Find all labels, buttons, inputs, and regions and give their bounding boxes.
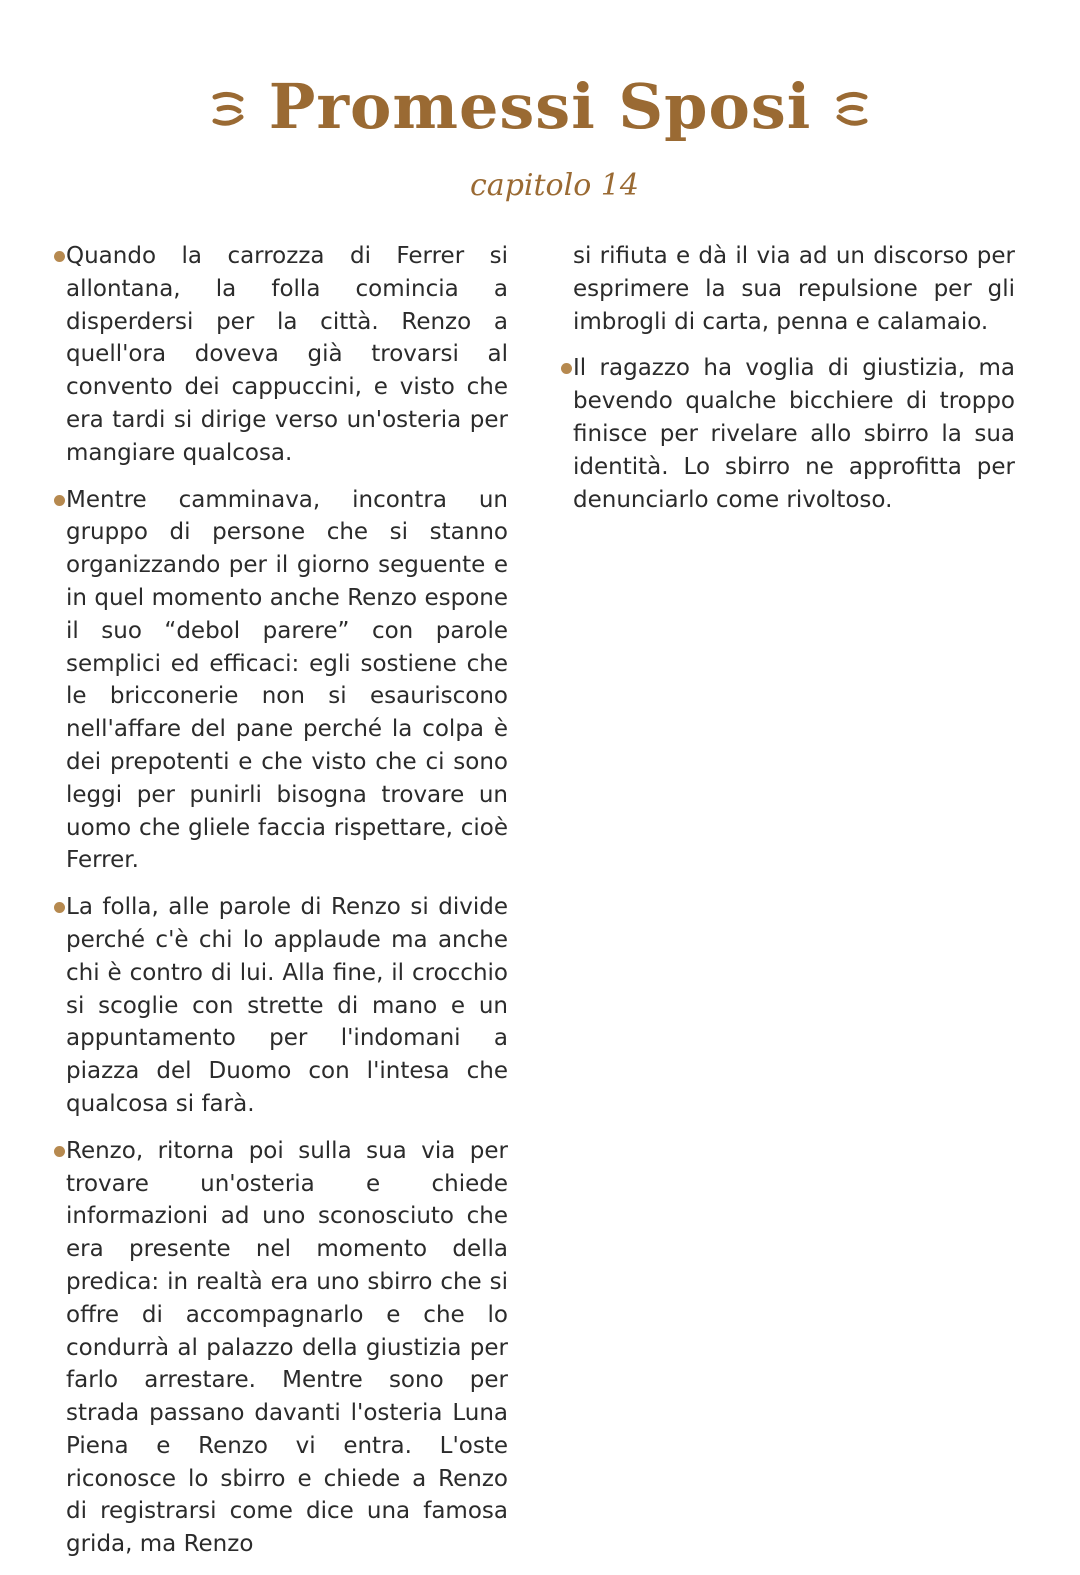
paragraph-text: La folla, alle parole di Renzo si divide perché c'è chi lo applaude ma anche chi è contro di lui. Alla fine, il crocchio si scoglie con strette di mano e un appuntamento per l'indomani a piazza del Duomo con l'intesa che qualcosa si farà. bbox=[66, 894, 508, 1117]
continued-paragraph bbox=[555, 240, 1015, 338]
bullet-icon bbox=[561, 363, 572, 374]
paragraph-text: Quando la carrozza di Ferrer si allontana, la folla comincia a disperdersi per la città. Renzo a quell'ora doveva già trovarsi al convento dei cappuccini, e visto che era tardi si dirige verso un'osteria per mangiare qualcosa. bbox=[66, 243, 508, 466]
paragraph-text: Mentre camminava, incontra un gruppo di persone che si stanno organizzando per il giorno seguente e in quel momento anche Renzo espone il suo “debol parere” con parole semplici ed efficaci: egli sostiene che le bricconerie non si esauriscono nell'affare del pane perché la colpa è dei prepotenti e che visto che ci sono leggi per punirli bisogna trovare un uomo che gliele faccia rispettare, cioè Ferrer. bbox=[66, 486, 508, 874]
paragraph-text: si rifiuta e dà il via ad un discorso per esprimere la sua repulsione per gli imbrogli di carta, penna e calamaio. bbox=[573, 243, 1015, 335]
page-title-group bbox=[209, 70, 872, 143]
paragraph-text: Il ragazzo ha voglia di giustizia, ma bevendo qualche bicchiere di troppo finisce per rivelare allo sbirro la sua identità. Lo sbirro ne approfitta per denunciarlo come rivoltoso. bbox=[573, 355, 1015, 513]
bullet-icon bbox=[54, 495, 65, 506]
list-item bbox=[48, 484, 508, 878]
right-column bbox=[555, 240, 1015, 530]
left-column bbox=[48, 240, 508, 1575]
chapter-subtitle: capitolo 14 bbox=[470, 168, 639, 203]
right-flourish-icon bbox=[833, 85, 871, 129]
list-item bbox=[48, 891, 508, 1121]
left-flourish-icon bbox=[209, 85, 247, 129]
bullet-icon bbox=[54, 251, 65, 262]
bullet-icon bbox=[54, 1146, 65, 1157]
list-item bbox=[48, 1135, 508, 1561]
page-title: Promessi Sposi bbox=[268, 70, 812, 143]
bullet-icon bbox=[54, 902, 65, 913]
list-item bbox=[555, 352, 1015, 516]
list-item bbox=[48, 240, 508, 470]
header bbox=[0, 70, 1080, 143]
paragraph-text: Renzo, ritorna poi sulla sua via per trovare un'osteria e chiede informazioni ad uno sconosciuto che era presente nel momento della predica: in realtà era uno sbirro che si offre di accompagnarlo e che lo condurrà al palazzo della giustizia per farlo arrestare. Mentre sono per strada passano davanti l'osteria Luna Piena e Renzo vi entra. L'oste riconosce lo sbirro e chiede a Renzo di registrarsi come dice una famosa grida, ma Renzo bbox=[66, 1137, 508, 1558]
